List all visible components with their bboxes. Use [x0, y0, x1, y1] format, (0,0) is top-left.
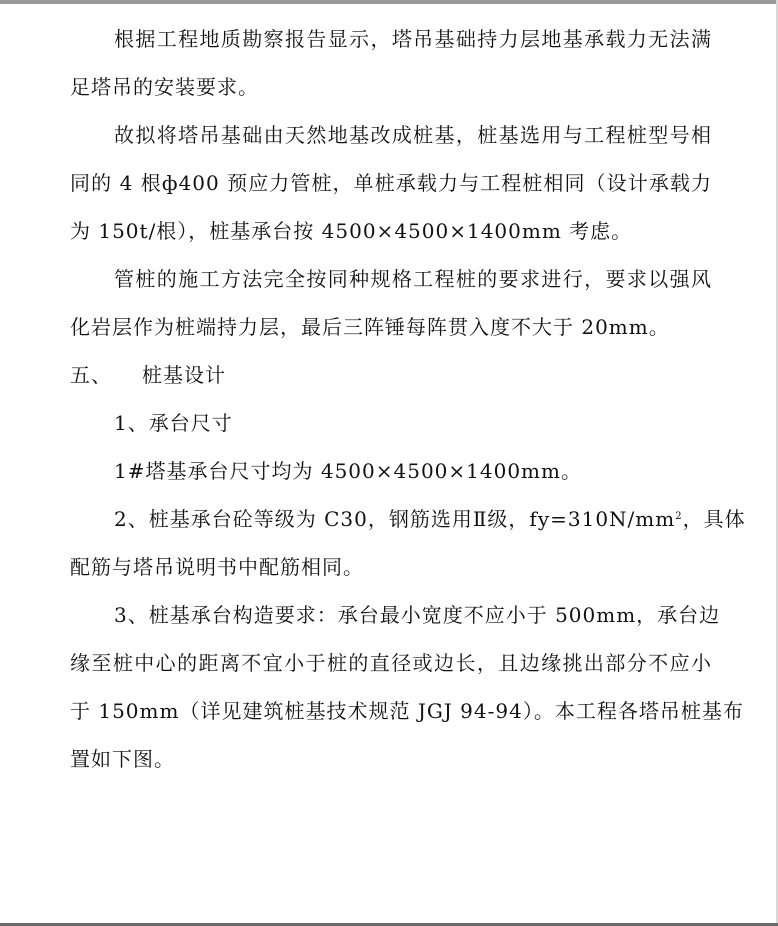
- section-5-number: 五、: [70, 363, 112, 387]
- paragraph-2-line-1: 故拟将塔吊基础由天然地基改成桩基，桩基选用与工程桩型号相: [114, 123, 712, 147]
- item-3-line-4: 置如下图。: [70, 747, 175, 771]
- section-5-title: 桩基设计: [142, 363, 226, 387]
- window-top-border: [0, 0, 778, 4]
- item-1-body: 1#塔基承台尺寸均为 4500×4500×1400mm。: [114, 459, 582, 483]
- section-5-heading: [70, 357, 712, 393]
- item-3-line-1: 3、桩基承台构造要求：承台最小宽度不应小于 500mm，承台边: [114, 603, 721, 627]
- paragraph-3-line-1: 管桩的施工方法完全按同种规格工程桩的要求进行，要求以强风: [114, 267, 712, 291]
- item-2-line-2: 配筋与塔吊说明书中配筋相同。: [70, 555, 364, 579]
- paragraph-2-line-3: 为 150t/根），桩基承台按 4500×4500×1400mm 考虑。: [70, 219, 633, 243]
- item-2-line-1-tail: ，具体: [682, 507, 746, 531]
- item-1-title: 1、承台尺寸: [114, 411, 233, 435]
- paragraph-1-line-2: 足塔吊的安装要求。: [70, 75, 259, 99]
- item-3-line-2: 缘至桩中心的距离不宜小于桩的直径或边长，且边缘挑出部分不应小: [70, 651, 712, 675]
- item-3-line-3: 于 150mm（详见建筑桩基技术规范 JGJ 94-94）。本工程各塔吊桩基布: [70, 699, 744, 723]
- paragraph-3-line-2: 化岩层作为桩端持力层，最后三阵锤每阵贯入度不大于 20mm。: [70, 315, 670, 339]
- item-2-line-1: [114, 501, 746, 537]
- paragraph-1-line-1: 根据工程地质勘察报告显示，塔吊基础持力层地基承载力无法满: [114, 27, 712, 51]
- item-2-superscript: 2: [675, 511, 683, 522]
- item-2-line-1-text: 2、桩基承台砼等级为 C30，钢筋选用Ⅱ级，fy=310N/mm: [114, 507, 676, 531]
- paragraph-2-line-2: 同的 4 根ф400 预应力管桩，单桩承载力与工程桩相同（设计承载力: [70, 171, 712, 195]
